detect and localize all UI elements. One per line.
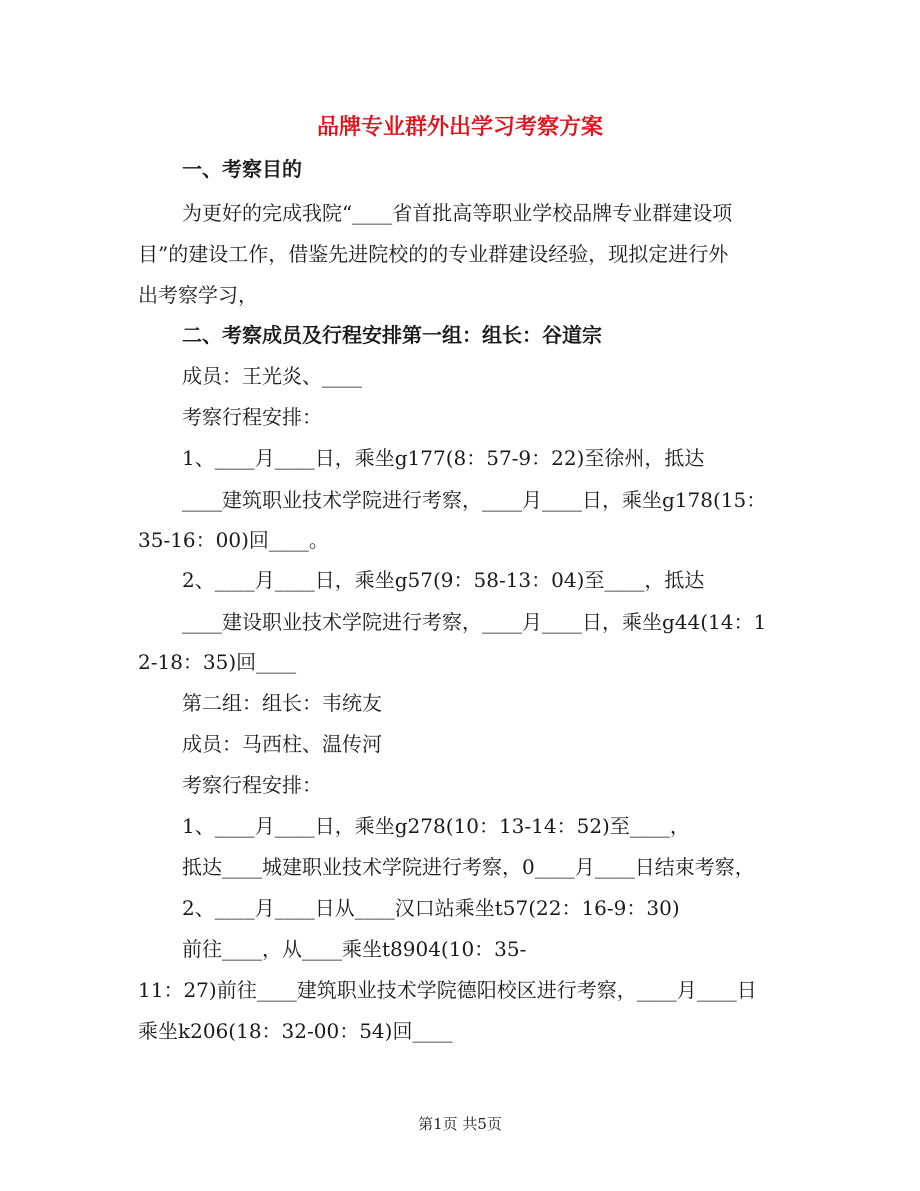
- paragraph-line: 前往____，从____乘坐t8904(10：35-: [182, 937, 527, 961]
- paragraph-line: 为更好的完成我院“____省首批高等职业学校品牌专业群建设项: [182, 201, 733, 225]
- paragraph-line: 35-16：00)回____。: [138, 528, 329, 552]
- paragraph-line: 考察行程安排：: [182, 773, 322, 797]
- itinerary-item: 2、____月____日从____汉口站乘坐t57(22：16-9：30): [182, 896, 680, 920]
- section-heading-purpose: 一、考察目的: [182, 157, 302, 181]
- paragraph-line: 出考察学习，: [138, 283, 258, 307]
- itinerary-item: 2、____月____日，乘坐g57(9：58-13：04)至____，抵达: [182, 568, 705, 592]
- itinerary-item: 1、____月____日，乘坐g177(8：57-9：22)至徐州，抵达: [182, 446, 705, 470]
- section-heading-members: 二、考察成员及行程安排第一组：组长：谷道宗: [182, 323, 602, 347]
- paragraph-line: 11：27)前往____建筑职业技术学院德阳校区进行考察，____月____日: [138, 978, 757, 1002]
- paragraph-line: ____建筑职业技术学院进行考察，____月____日，乘坐g178(15：: [182, 488, 767, 512]
- page-footer: 第1页 共5页: [418, 1115, 502, 1133]
- paragraph-line: 乘坐k206(18：32-00：54)回____: [138, 1019, 453, 1043]
- paragraph-line: 考察行程安排：: [182, 405, 322, 429]
- paragraph-line: 目”的建设工作，借鉴先进院校的的专业群建设经验，现拟定进行外: [138, 242, 729, 266]
- itinerary-item: 1、____月____日，乘坐g278(10：13-14：52)至____，: [182, 814, 690, 838]
- paragraph-line: 成员：马西柱、温传河: [182, 732, 382, 756]
- paragraph-line: 成员：王光炎、____: [182, 364, 362, 388]
- paragraph-line: 2-18：35)回____: [138, 650, 297, 674]
- document-title: 品牌专业群外出学习考察方案: [316, 114, 603, 140]
- paragraph-line: 抵达____城建职业技术学院进行考察，0____月____日结束考察，: [182, 855, 755, 879]
- group-heading: 第二组：组长：韦统友: [182, 691, 382, 715]
- paragraph-line: ____建设职业技术学院进行考察，____月____日，乘坐g44(14：1: [182, 610, 767, 634]
